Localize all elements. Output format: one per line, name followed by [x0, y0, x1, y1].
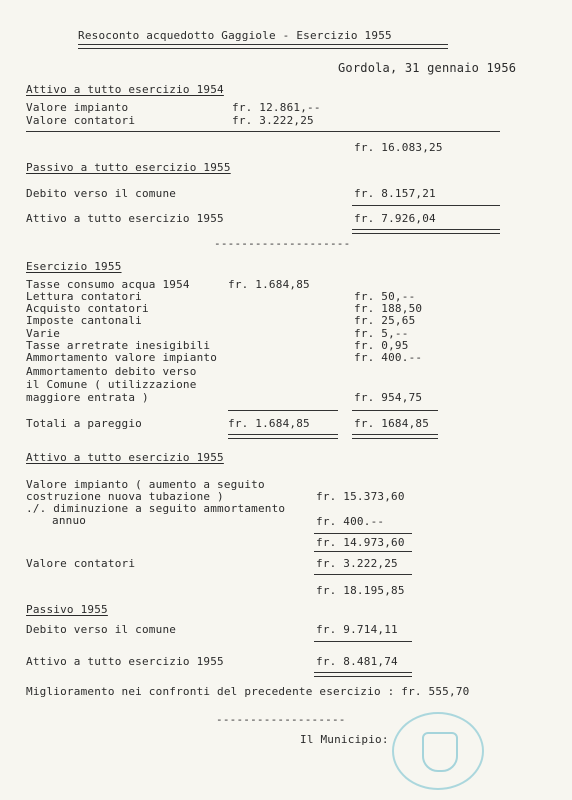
section-heading-passivo-1955b: Passivo 1955 — [26, 603, 108, 616]
divider-line — [314, 533, 412, 534]
expense-label: Varie — [26, 327, 61, 340]
debito-label: Debito verso il comune — [26, 187, 177, 200]
double-underline — [314, 672, 412, 677]
totali-label: Totali a pareggio — [26, 417, 142, 430]
stamp-crest-icon — [422, 732, 458, 772]
row-label-valore-contatori: Valore contatori — [26, 114, 136, 127]
diminuzione-line: ./. diminuzione a seguito ammortamento — [26, 502, 286, 515]
impianto-subtotal: fr. 14.973,60 — [316, 536, 405, 549]
divider-line — [314, 574, 412, 575]
expense-label: Imposte cantonali — [26, 314, 142, 327]
row-amount-valore-contatori: fr. 3.222,25 — [232, 114, 314, 127]
attivo-1955-label: Attivo a tutto esercizio 1955 — [26, 212, 224, 225]
contatori-label: Valore contatori — [26, 557, 136, 570]
expense-label: Tasse arretrate inesigibili — [26, 339, 211, 352]
debito-label-2: Debito verso il comune — [26, 623, 177, 636]
municipal-stamp — [392, 712, 484, 790]
signature: Il Municipio: — [300, 733, 389, 746]
impianto-line: Valore impianto ( aumento a seguito — [26, 478, 265, 491]
impianto-amount: fr. 15.373,60 — [316, 490, 405, 503]
separator-dashes: -------------------- — [214, 237, 351, 250]
ammortamento-debito-line: il Comune ( utilizzazione — [26, 378, 197, 391]
double-underline — [352, 229, 500, 234]
expense-amount: fr. 25,65 — [354, 314, 416, 327]
tasse-consumo-amount: fr. 1.684,85 — [228, 278, 310, 291]
contatori-amount: fr. 3.222,25 — [316, 557, 398, 570]
section4-total: fr. 18.195,85 — [316, 584, 405, 597]
miglioramento-line: Miglioramento nei confronti del precedente esercizio : fr. 555,70 — [26, 685, 470, 698]
expense-amount: fr. 188,50 — [354, 302, 423, 315]
totali-right-amount: fr. 1684,85 — [354, 417, 430, 430]
ammortamento-debito-line: Ammortamento debito verso — [26, 365, 197, 378]
divider-line — [352, 205, 500, 206]
expense-label: Lettura contatori — [26, 290, 142, 303]
totali-left-amount: fr. 1.684,85 — [228, 417, 310, 430]
double-underline — [228, 434, 338, 439]
section-heading-passivo-1955: Passivo a tutto esercizio 1955 — [26, 161, 231, 174]
diminuzione-amount: fr. 400.-- — [316, 515, 385, 528]
title-double-underline — [78, 44, 448, 49]
divider-line — [314, 641, 412, 642]
debito-amount: fr. 8.157,21 — [354, 187, 436, 200]
attivo-1955-label-2: Attivo a tutto esercizio 1955 — [26, 655, 224, 668]
document-title: Resoconto acquedotto Gaggiole - Esercizio 1955 — [78, 29, 392, 42]
section1-total: fr. 16.083,25 — [354, 141, 443, 154]
row-amount-valore-impianto: fr. 12.861,-- — [232, 101, 321, 114]
debito-amount-2: fr. 9.714,11 — [316, 623, 398, 636]
attivo-1955-amount-2: fr. 8.481,74 — [316, 655, 398, 668]
ammortamento-debito-line: maggiore entrata ) — [26, 391, 149, 404]
separator-dashes-2: ------------------- — [216, 713, 346, 726]
ammortamento-debito-amount: fr. 954,75 — [354, 391, 423, 404]
diminuzione-line: annuo — [52, 514, 87, 527]
expense-amount: fr. 0,95 — [354, 339, 409, 352]
divider-line — [26, 131, 500, 132]
double-underline — [352, 434, 438, 439]
tasse-consumo-label: Tasse consumo acqua 1954 — [26, 278, 190, 291]
attivo-1955-amount: fr. 7.926,04 — [354, 212, 436, 225]
divider-line — [352, 410, 438, 411]
section-heading-attivo-1954: Attivo a tutto esercizio 1954 — [26, 83, 224, 96]
expense-amount: fr. 5,-- — [354, 327, 409, 340]
document-date: Gordola, 31 gennaio 1956 — [338, 61, 517, 75]
divider-line — [314, 551, 412, 552]
section-heading-attivo-1955: Attivo a tutto esercizio 1955 — [26, 451, 224, 464]
row-label-valore-impianto: Valore impianto — [26, 101, 129, 114]
expense-amount: fr. 400.-- — [354, 351, 423, 364]
expense-label: Ammortamento valore impianto — [26, 351, 218, 364]
section-heading-esercizio-1955: Esercizio 1955 — [26, 260, 122, 273]
divider-line — [228, 410, 338, 411]
impianto-line: costruzione nuova tubazione ) — [26, 490, 224, 503]
expense-label: Acquisto contatori — [26, 302, 149, 315]
expense-amount: fr. 50,-- — [354, 290, 416, 303]
